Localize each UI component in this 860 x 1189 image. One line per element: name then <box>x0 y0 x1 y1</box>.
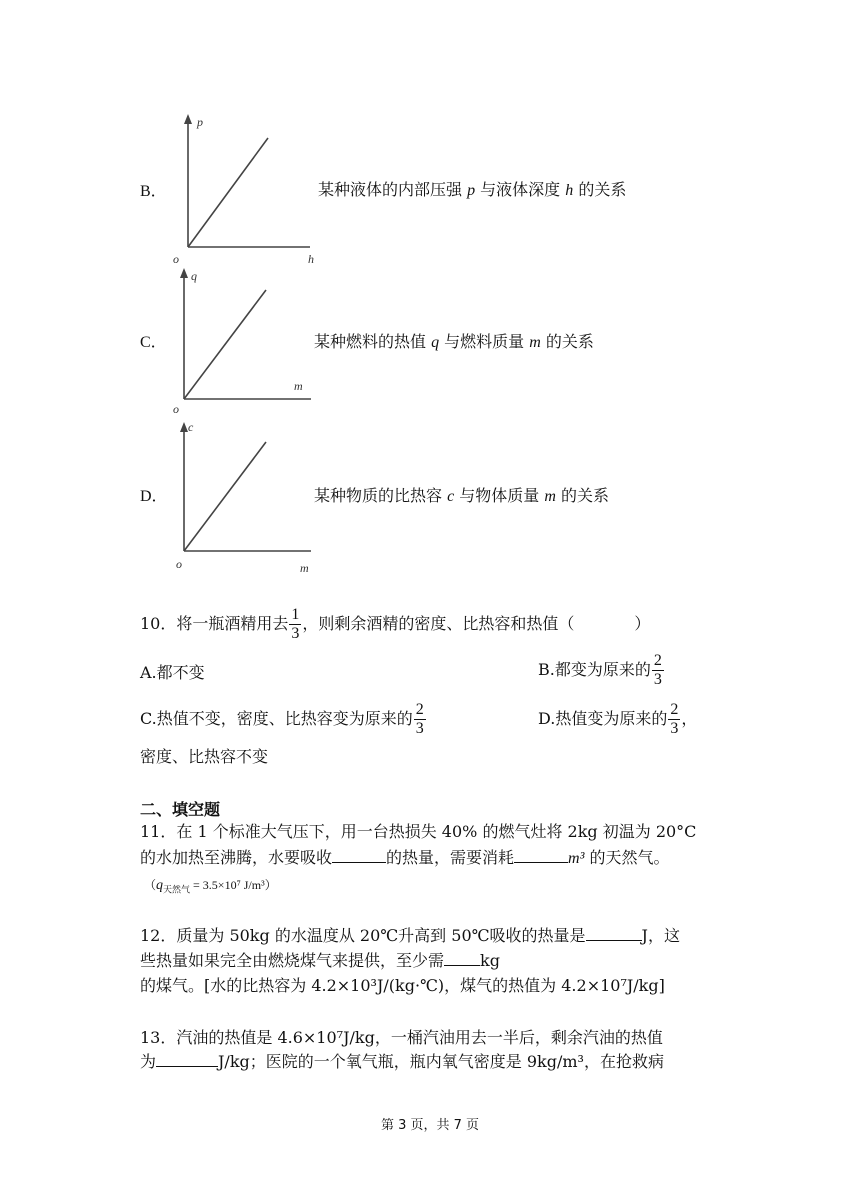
graph-c-origin: o <box>173 402 179 416</box>
option-b-description: 某种液体的内部压强 p 与液体深度 h 的关系 <box>318 180 627 199</box>
q10-fraction: $\frac{1}{3}$ <box>291 606 300 642</box>
graph-b-y-label: p <box>197 115 203 129</box>
q12-blank-1[interactable] <box>586 926 642 941</box>
q10-option-d: D.热值变为原来的 $\frac{2}{3}$ ， <box>538 701 698 737</box>
graph-d-y-arrow <box>180 422 188 432</box>
q10-option-c: C.热值不变，密度、比热容变为原来的 $\frac{2}{3}$ <box>140 701 424 737</box>
graph-d-line <box>184 442 266 551</box>
graph-b <box>170 112 330 272</box>
graph-d-y-label: c <box>188 420 194 434</box>
q11-blank-2[interactable] <box>514 848 568 863</box>
q10-option-d-line2: 密度、比热容不变 <box>140 747 269 766</box>
option-c-description: 某种燃料的热值 q 与燃料质量 m 的关系 <box>314 332 594 351</box>
graph-b-origin: o <box>173 252 179 266</box>
graph-d-origin: o <box>176 557 182 571</box>
graph-b-y-arrow <box>184 114 192 124</box>
q12-line2: 些热量如果完全由燃烧煤气来提供，至少需 kg <box>140 951 500 970</box>
graph-d-x-label: m <box>300 561 309 575</box>
q11-line2: 的水加热至沸腾，水要吸收 的热量，需要消耗 m³ 的天然气。 <box>140 848 670 867</box>
graph-c-y-arrow <box>180 268 188 278</box>
q12-line1: 12．质量为 50kg 的水温度从 20℃升高到 50℃吸收的热量是 J，这 <box>140 926 680 945</box>
graph-c-line <box>184 290 266 399</box>
option-b-letter: B． <box>140 183 167 200</box>
q11-line1: 11．在 1 个标准大气压下，用一台热损失 40% 的燃气灶将 2kg 初温为 20°C <box>140 822 697 841</box>
q11-given: （$q_{天然气} = 3.5\times 10^7$ J/m³） <box>144 878 277 895</box>
q12-line3: 的煤气。[水的比热容为 4.2×10³J/(kg·℃)，煤气的热值为 4.2×10⁷J/kg] <box>140 976 665 995</box>
q12-blank-2[interactable] <box>444 951 480 966</box>
q13-blank-1[interactable] <box>156 1052 218 1067</box>
q11-blank-1[interactable] <box>332 848 386 863</box>
q10-option-a: A.都不变 <box>140 663 205 682</box>
graph-c-x-label: m <box>294 379 303 393</box>
option-d-letter: D． <box>140 488 168 505</box>
graph-b-line <box>188 138 268 247</box>
q13-line2: 为 J/kg；医院的一个氧气瓶，瓶内氧气密度是 9kg/m³，在抢救病 <box>140 1052 664 1071</box>
page-footer: 第 3 页，共 7 页 <box>380 1118 480 1133</box>
graph-d <box>166 418 326 578</box>
graph-b-x-label: h <box>308 252 314 266</box>
q10-option-b: B.都变为原来的 $\frac{2}{3}$ <box>538 652 662 688</box>
graph-c <box>166 264 326 424</box>
option-c-letter: C． <box>140 334 167 351</box>
q10-stem: 10．将一瓶酒精用去 $\frac{1}{3}$ ，则剩余酒精的密度、比热容和热值（ ） <box>140 606 651 642</box>
section-title: 二、填空题 <box>140 800 221 819</box>
graph-c-y-label: q <box>191 269 197 283</box>
option-d-description: 某种物质的比热容 c 与物体质量 m 的关系 <box>314 486 610 505</box>
q13-line1: 13．汽油的热值是 4.6×10⁷J/kg，一桶汽油用去一半后，剩余汽油的热值 <box>140 1028 663 1047</box>
